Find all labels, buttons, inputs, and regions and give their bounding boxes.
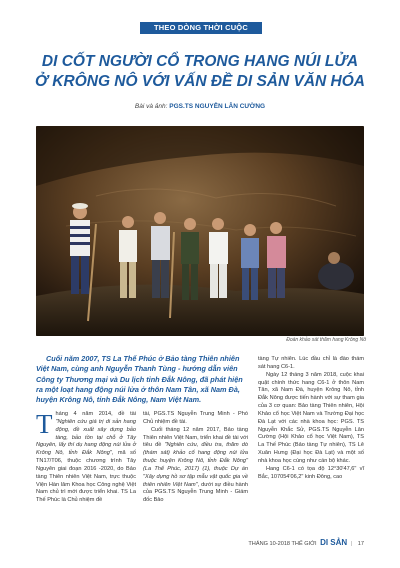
footer-separator: | (350, 541, 353, 547)
photo-caption: Đoàn khảo sát thăm hang Krông Nô (286, 337, 366, 343)
col2-text-italic: "Nghiên cứu, điều tra, thăm dò (thám sát) khảo cổ hang động núi lửa thuộc huyện Krông Nô, tỉnh Đắk Nông" (La Thế Phúc, 2017) (1), thuộc Dự án "Xây dựng hồ sơ tập mẫu vật quốc gia về thiên nhiên Việt Nam" (143, 442, 248, 488)
byline-prefix: Bài và ảnh: (134, 103, 168, 110)
footer-issue: THÁNG 10-2018 (248, 541, 291, 547)
col3-paragraph-1: tàng Tự nhiên. Lúc đầu chỉ là đào thám sát hang C6-1. (258, 356, 364, 370)
col2-text-b: , dưới sự điều hành của PGS.TS Nguyễn Trung Minh - Giám đốc Bảo (143, 481, 248, 504)
col2-paragraph-2 (143, 427, 248, 505)
intro-paragraph: Cuối năm 2007, TS La Thế Phúc ở Bảo tàng Thiên nhiên Việt Nam, cùng anh Nguyễn Thanh Tùng - hướng dẫn viên Công ty Thương mại và Du lịch tỉnh Đắk Nông, đã phát hiện ra một loạt hang động núi lửa ở thôn Nam Tân, xã Nam Đà, huyện Krông Nô, tỉnh Đắk Nông, Nam Việt Nam. (36, 354, 243, 405)
col1-paragraph (36, 411, 136, 505)
byline (40, 103, 360, 110)
body-column-1 (36, 411, 136, 505)
page-number: 17 (357, 541, 364, 547)
footer-magazine: THẾ GIỚI (291, 541, 317, 547)
col3-paragraph-3: Hang C6-1 có tọa độ 12°30'47,6" vĩ Bắc, 107054'06,2" kinh Đông, cao (258, 465, 364, 480)
body-column-3 (258, 356, 364, 482)
article-title (20, 52, 380, 92)
col2-text-a: Cuối tháng 12 năm 2017, Bảo tàng Thiên nhiên Việt Nam, triển khai đề tài với tiêu đề (143, 426, 248, 449)
col1-text-italic: "Nghiên cứu giá trị di sản hang động, đề xuất xây dựng bảo tàng, bảo tồn tại chỗ ở Tây Nguyên, lấy thí dụ hang động núi lửa ở Krông Nô, tỉnh Đắk Nông" (36, 418, 136, 457)
section-tag: THEO DÒNG THỜI CUỘC (140, 22, 262, 34)
col1-text-b: , mã số TN17/T06, thuộc chương trình Tây Nguyên giai đoạn 2016 -2020, do Bảo tàng Thiên nhiên Việt Nam, trực thuộc Viện Hàn lâm Khoa học Công nghệ Việt Nam chủ trì mới được triển khai. TS La Thế Phúc là Chủ nhiệm đề (36, 450, 136, 504)
title-line-2: Ở KRÔNG NÔ VỚI VẤN ĐỀ DI SẢN VĂN HÓA (35, 73, 365, 90)
col1-text-a: háng 4 năm 2014, đề tài (55, 411, 136, 417)
body-column-2 (143, 411, 248, 505)
footer-brand: DI SẢN (320, 538, 348, 547)
byline-author: PGS.TS NGUYỄN LÂN CƯỜNG (169, 103, 266, 110)
cave-photo (36, 126, 364, 336)
title-line-1: DI CỐT NGƯỜI CỔ TRONG HANG NÚI LỬA (41, 53, 359, 70)
page-footer (248, 538, 364, 547)
col3-paragraph-2: Ngày 12 tháng 3 năm 2018, cuộc khai quật chính thức hang C6-1 ở thôn Nam Tân, xã Nam Đà, huyện Krông Nô, tỉnh Đắk Nông được tiến hành với sự tham gia của 3 cơ quan: Bảo tàng Thiên nhiên, Hội Khảo cổ học Việt Nam và Trường Đại học Đà Lạt với các nhà khoa học: PGS. TS Nguyễn Khắc Sử, PGS.TS Nguyễn Lân Cường (Hội Khảo cổ học Việt Nam), TS La Thế Phúc (Bảo tàng Tự nhiên), TS Lê Xuân Hưng (Đại học Đà Lạt) và một số nhà khoa học cùng như cán bộ khác. (258, 371, 364, 464)
col2-paragraph-1: tài, PGS.TS Nguyễn Trung Minh - Phó Chủ nhiệm đề tài. (143, 411, 248, 425)
drop-cap: T (36, 409, 53, 439)
